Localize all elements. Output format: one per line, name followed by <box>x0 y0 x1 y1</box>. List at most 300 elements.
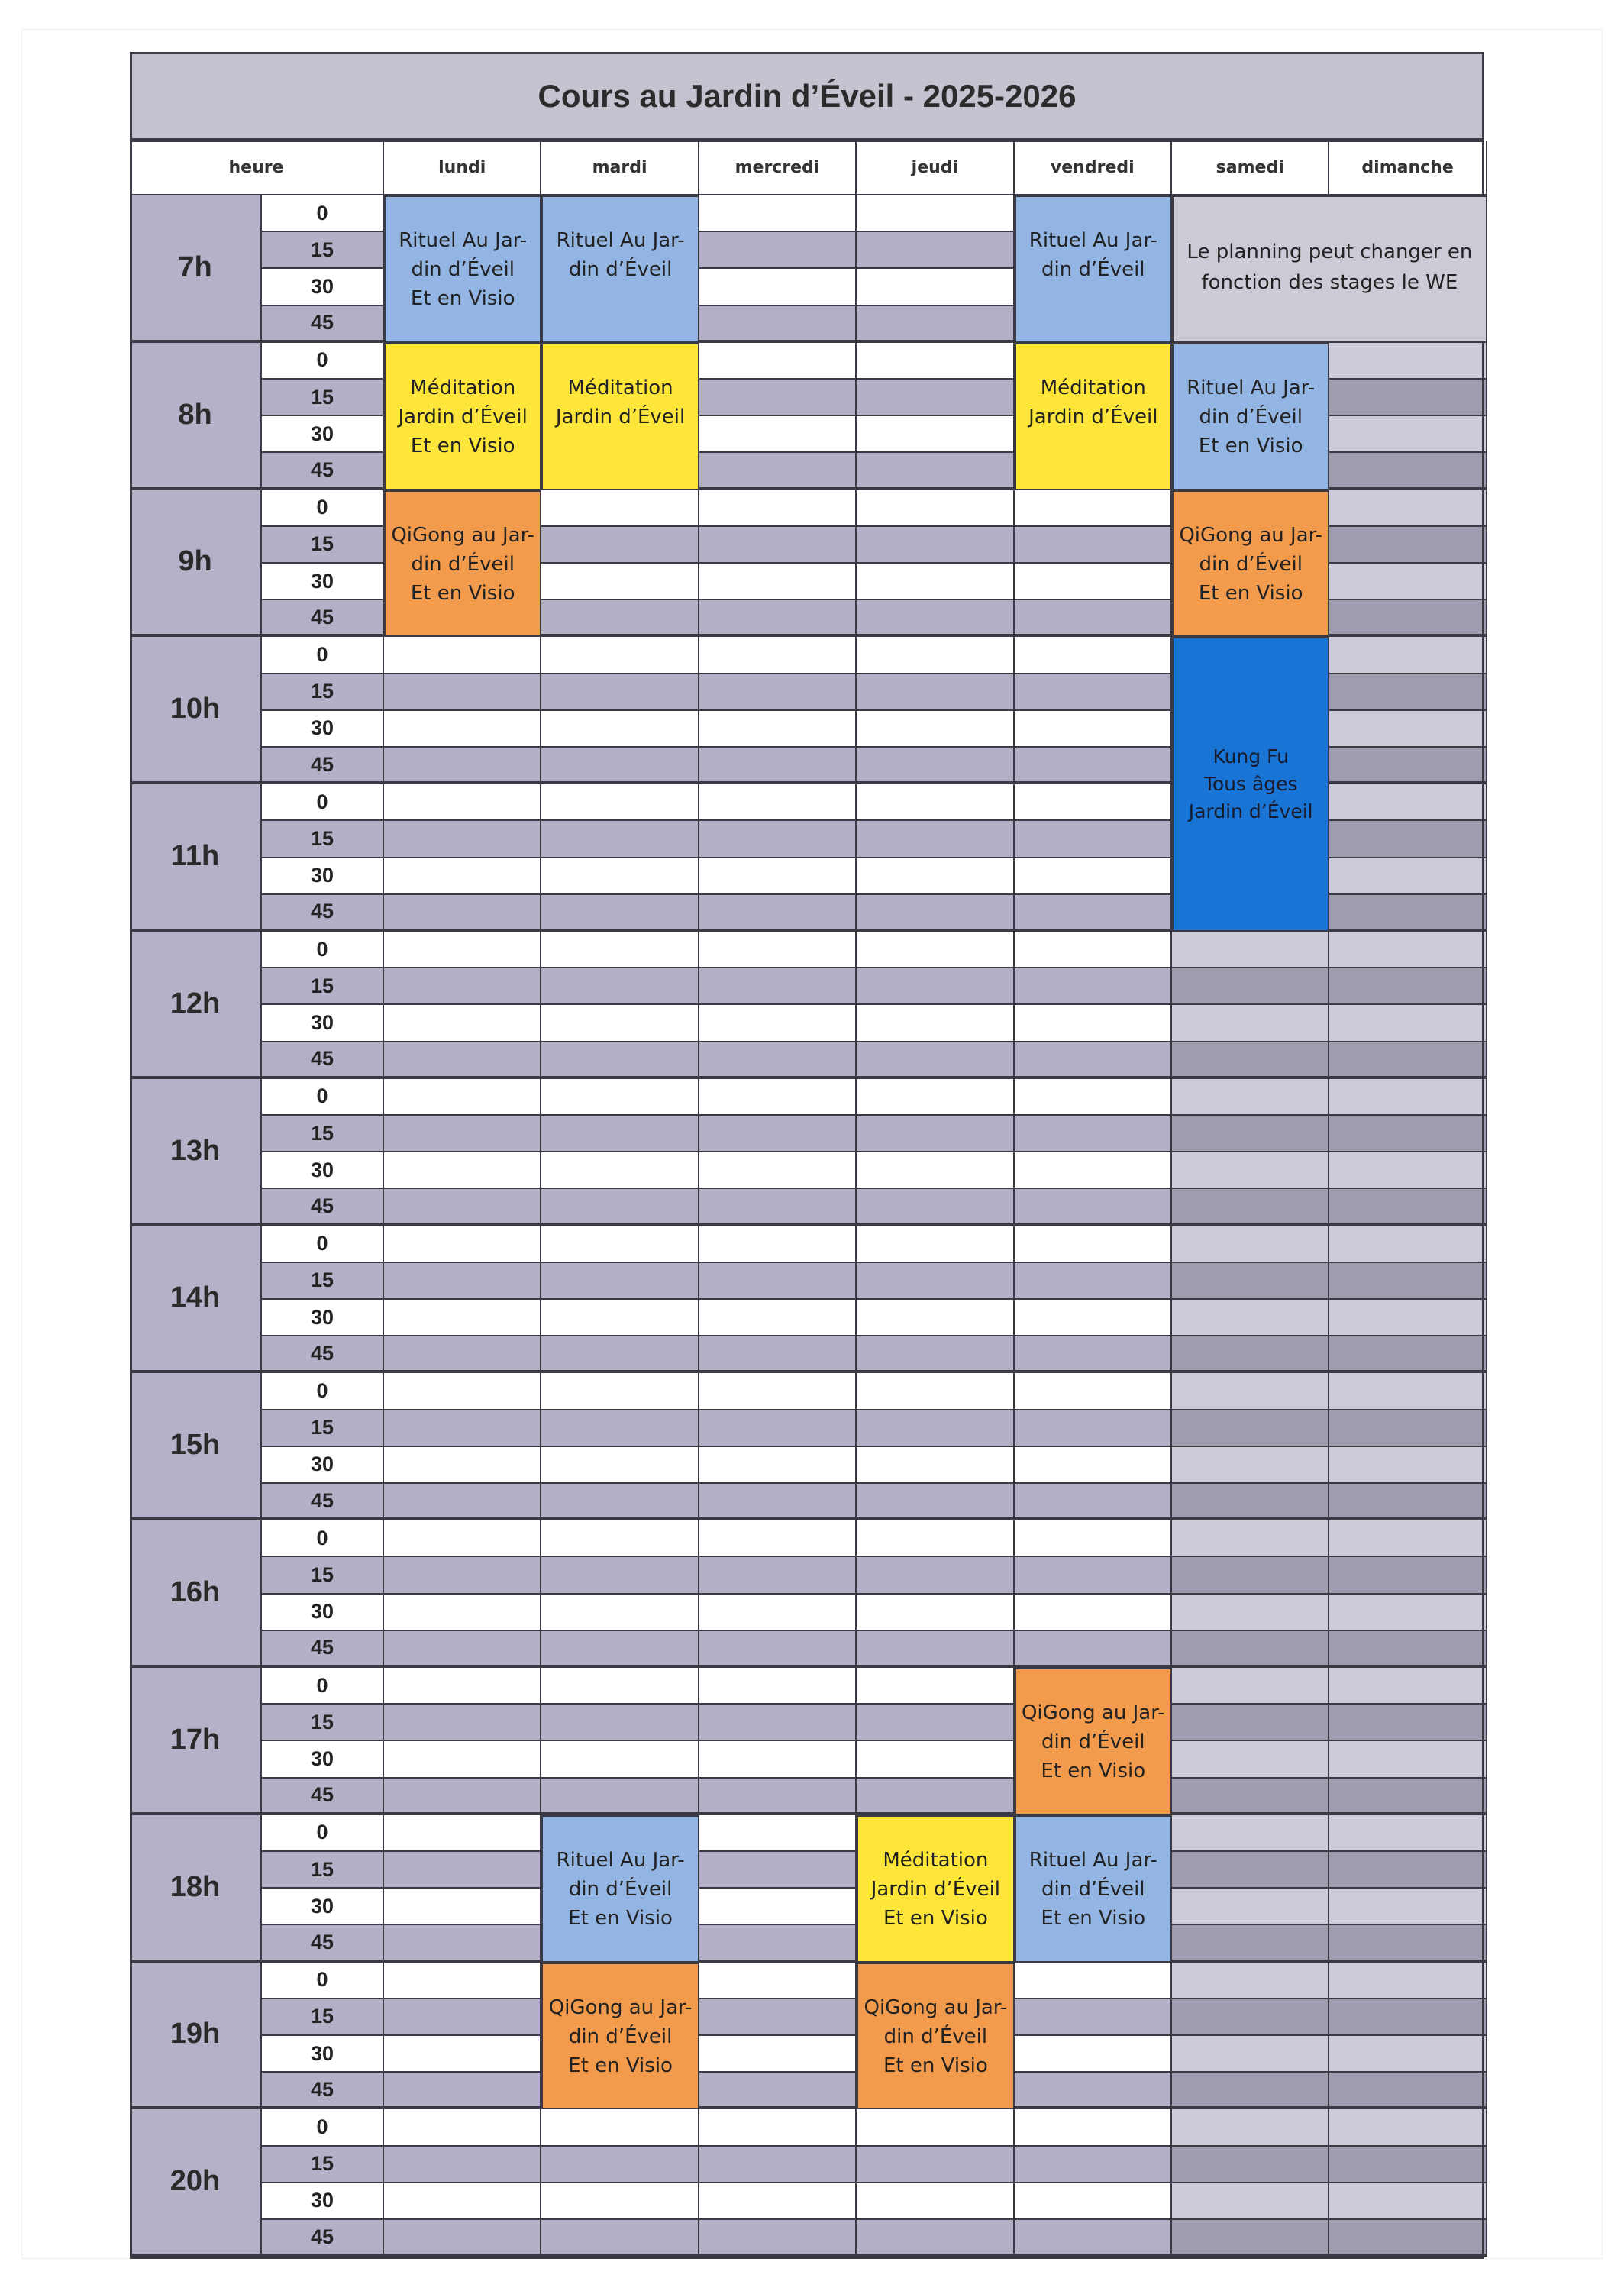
time-slot[interactable] <box>384 674 541 711</box>
time-slot[interactable] <box>541 1042 699 1079</box>
time-slot[interactable] <box>699 1263 857 1300</box>
time-slot[interactable] <box>1329 1889 1487 1925</box>
event-meditation-mardi[interactable] <box>541 343 699 490</box>
time-slot[interactable] <box>384 1705 541 1741</box>
time-slot[interactable] <box>1329 453 1487 490</box>
time-slot[interactable] <box>1329 564 1487 600</box>
time-slot[interactable] <box>699 1889 857 1925</box>
time-slot[interactable] <box>384 968 541 1005</box>
time-slot[interactable] <box>1015 1300 1172 1336</box>
event-rituel-mardi[interactable] <box>541 195 699 343</box>
time-slot[interactable] <box>1015 1447 1172 1484</box>
time-slot[interactable] <box>699 2220 857 2257</box>
time-slot[interactable] <box>699 858 857 895</box>
time-slot[interactable] <box>541 674 699 711</box>
time-slot[interactable] <box>384 1226 541 1263</box>
time-slot[interactable] <box>541 490 699 527</box>
time-slot[interactable] <box>1015 1042 1172 1079</box>
time-slot[interactable] <box>1172 1668 1329 1705</box>
time-slot[interactable] <box>857 932 1014 968</box>
time-slot[interactable] <box>857 269 1014 305</box>
time-slot[interactable] <box>541 1520 699 1557</box>
time-slot[interactable] <box>699 1557 857 1594</box>
time-slot[interactable] <box>699 1779 857 1815</box>
time-slot[interactable] <box>541 637 699 674</box>
event-qigong-jeudi[interactable] <box>857 1963 1014 2110</box>
time-slot[interactable] <box>1015 2147 1172 2183</box>
time-slot[interactable] <box>1015 1484 1172 1520</box>
time-slot[interactable] <box>384 1336 541 1373</box>
time-slot[interactable] <box>1015 1116 1172 1152</box>
time-slot[interactable] <box>699 932 857 968</box>
time-slot[interactable] <box>541 600 699 637</box>
time-slot[interactable] <box>1015 1152 1172 1189</box>
time-slot[interactable] <box>857 416 1014 453</box>
event-qigong-samedi[interactable] <box>1172 490 1329 638</box>
time-slot[interactable] <box>384 1925 541 1962</box>
time-slot[interactable] <box>857 1520 1014 1557</box>
time-slot[interactable] <box>541 784 699 821</box>
time-slot[interactable] <box>1329 1005 1487 1042</box>
time-slot[interactable] <box>384 1595 541 1631</box>
time-slot[interactable] <box>384 1152 541 1189</box>
time-slot[interactable] <box>384 2036 541 2073</box>
time-slot[interactable] <box>857 1079 1014 1116</box>
time-slot[interactable] <box>699 784 857 821</box>
time-slot[interactable] <box>541 1079 699 1116</box>
time-slot[interactable] <box>1172 1410 1329 1447</box>
time-slot[interactable] <box>1015 527 1172 564</box>
time-slot[interactable] <box>857 1300 1014 1336</box>
time-slot[interactable] <box>1172 1484 1329 1520</box>
time-slot[interactable] <box>857 2147 1014 2183</box>
time-slot[interactable] <box>1329 968 1487 1005</box>
time-slot[interactable] <box>857 1557 1014 1594</box>
time-slot[interactable] <box>1172 1779 1329 1815</box>
time-slot[interactable] <box>541 711 699 748</box>
time-slot[interactable] <box>1329 1631 1487 1668</box>
time-slot[interactable] <box>1329 1741 1487 1778</box>
time-slot[interactable] <box>1329 1557 1487 1594</box>
time-slot[interactable] <box>1329 1815 1487 1852</box>
time-slot[interactable] <box>541 1336 699 1373</box>
time-slot[interactable] <box>1329 1152 1487 1189</box>
time-slot[interactable] <box>1172 1889 1329 1925</box>
time-slot[interactable] <box>699 269 857 305</box>
time-slot[interactable] <box>699 1631 857 1668</box>
time-slot[interactable] <box>384 1852 541 1889</box>
time-slot[interactable] <box>1015 1631 1172 1668</box>
time-slot[interactable] <box>541 2109 699 2146</box>
time-slot[interactable] <box>699 1042 857 1079</box>
time-slot[interactable] <box>1015 1999 1172 2036</box>
time-slot[interactable] <box>541 1595 699 1631</box>
time-slot[interactable] <box>857 637 1014 674</box>
time-slot[interactable] <box>1172 1005 1329 1042</box>
time-slot[interactable] <box>699 748 857 784</box>
time-slot[interactable] <box>541 1152 699 1189</box>
time-slot[interactable] <box>1015 711 1172 748</box>
time-slot[interactable] <box>541 1631 699 1668</box>
time-slot[interactable] <box>384 1373 541 1410</box>
time-slot[interactable] <box>1172 1300 1329 1336</box>
time-slot[interactable] <box>699 1116 857 1152</box>
time-slot[interactable] <box>1172 2109 1329 2146</box>
time-slot[interactable] <box>1172 968 1329 1005</box>
time-slot[interactable] <box>384 748 541 784</box>
time-slot[interactable] <box>857 674 1014 711</box>
time-slot[interactable] <box>699 564 857 600</box>
time-slot[interactable] <box>699 2147 857 2183</box>
time-slot[interactable] <box>1015 784 1172 821</box>
time-slot[interactable] <box>857 453 1014 490</box>
time-slot[interactable] <box>857 343 1014 380</box>
time-slot[interactable] <box>1172 1373 1329 1410</box>
time-slot[interactable] <box>1172 932 1329 968</box>
time-slot[interactable] <box>857 1447 1014 1484</box>
time-slot[interactable] <box>1329 1668 1487 1705</box>
time-slot[interactable] <box>384 1963 541 1999</box>
time-slot[interactable] <box>1329 1705 1487 1741</box>
time-slot[interactable] <box>699 637 857 674</box>
time-slot[interactable] <box>1015 858 1172 895</box>
time-slot[interactable] <box>857 2183 1014 2220</box>
time-slot[interactable] <box>1329 674 1487 711</box>
event-rituel-mardi[interactable] <box>541 1815 699 1963</box>
time-slot[interactable] <box>541 1189 699 1226</box>
time-slot[interactable] <box>384 1263 541 1300</box>
time-slot[interactable] <box>384 1999 541 2036</box>
time-slot[interactable] <box>541 1668 699 1705</box>
time-slot[interactable] <box>1172 1925 1329 1962</box>
time-slot[interactable] <box>541 2183 699 2220</box>
time-slot[interactable] <box>1015 1005 1172 1042</box>
time-slot[interactable] <box>1329 1263 1487 1300</box>
time-slot[interactable] <box>1015 564 1172 600</box>
time-slot[interactable] <box>699 380 857 416</box>
time-slot[interactable] <box>1172 1557 1329 1594</box>
time-slot[interactable] <box>1015 1410 1172 1447</box>
time-slot[interactable] <box>1015 2220 1172 2257</box>
time-slot[interactable] <box>1172 1152 1329 1189</box>
time-slot[interactable] <box>1172 1520 1329 1557</box>
time-slot[interactable] <box>1172 2220 1329 2257</box>
time-slot[interactable] <box>857 895 1014 932</box>
time-slot[interactable] <box>857 306 1014 343</box>
time-slot[interactable] <box>1329 2109 1487 2146</box>
time-slot[interactable] <box>1329 1520 1487 1557</box>
time-slot[interactable] <box>384 2073 541 2109</box>
time-slot[interactable] <box>1172 1852 1329 1889</box>
time-slot[interactable] <box>699 1079 857 1116</box>
time-slot[interactable] <box>541 895 699 932</box>
time-slot[interactable] <box>541 1557 699 1594</box>
time-slot[interactable] <box>857 1152 1014 1189</box>
time-slot[interactable] <box>699 306 857 343</box>
time-slot[interactable] <box>1015 600 1172 637</box>
time-slot[interactable] <box>699 1484 857 1520</box>
time-slot[interactable] <box>1172 1741 1329 1778</box>
time-slot[interactable] <box>857 380 1014 416</box>
time-slot[interactable] <box>1015 2109 1172 2146</box>
time-slot[interactable] <box>857 711 1014 748</box>
time-slot[interactable] <box>541 2147 699 2183</box>
time-slot[interactable] <box>541 2220 699 2257</box>
time-slot[interactable] <box>541 1263 699 1300</box>
time-slot[interactable] <box>857 1779 1014 1815</box>
time-slot[interactable] <box>1172 1447 1329 1484</box>
time-slot[interactable] <box>699 1852 857 1889</box>
time-slot[interactable] <box>1329 2183 1487 2220</box>
time-slot[interactable] <box>857 1668 1014 1705</box>
time-slot[interactable] <box>857 1705 1014 1741</box>
time-slot[interactable] <box>857 784 1014 821</box>
event-rituel-vendredi[interactable] <box>1015 1815 1172 1963</box>
time-slot[interactable] <box>699 1963 857 1999</box>
time-slot[interactable] <box>699 343 857 380</box>
time-slot[interactable] <box>384 637 541 674</box>
time-slot[interactable] <box>1172 2147 1329 2183</box>
time-slot[interactable] <box>1329 490 1487 527</box>
time-slot[interactable] <box>1172 1079 1329 1116</box>
time-slot[interactable] <box>857 1410 1014 1447</box>
time-slot[interactable] <box>1329 748 1487 784</box>
time-slot[interactable] <box>1172 2036 1329 2073</box>
time-slot[interactable] <box>1329 600 1487 637</box>
time-slot[interactable] <box>1015 968 1172 1005</box>
time-slot[interactable] <box>857 1263 1014 1300</box>
time-slot[interactable] <box>1015 674 1172 711</box>
event-planning-note-samedi-dimanche[interactable] <box>1172 195 1487 343</box>
time-slot[interactable] <box>1329 1336 1487 1373</box>
time-slot[interactable] <box>1015 637 1172 674</box>
time-slot[interactable] <box>1329 637 1487 674</box>
time-slot[interactable] <box>1015 1263 1172 1300</box>
time-slot[interactable] <box>1015 748 1172 784</box>
time-slot[interactable] <box>1329 1226 1487 1263</box>
time-slot[interactable] <box>699 1226 857 1263</box>
time-slot[interactable] <box>1172 2183 1329 2220</box>
time-slot[interactable] <box>1015 821 1172 858</box>
time-slot[interactable] <box>1329 527 1487 564</box>
time-slot[interactable] <box>384 1300 541 1336</box>
time-slot[interactable] <box>1329 858 1487 895</box>
time-slot[interactable] <box>699 1999 857 2036</box>
time-slot[interactable] <box>541 1373 699 1410</box>
time-slot[interactable] <box>699 1520 857 1557</box>
time-slot[interactable] <box>1172 1631 1329 1668</box>
time-slot[interactable] <box>541 821 699 858</box>
time-slot[interactable] <box>384 1741 541 1778</box>
time-slot[interactable] <box>857 821 1014 858</box>
time-slot[interactable] <box>857 527 1014 564</box>
time-slot[interactable] <box>541 1226 699 1263</box>
time-slot[interactable] <box>384 932 541 968</box>
time-slot[interactable] <box>384 821 541 858</box>
time-slot[interactable] <box>1015 2073 1172 2109</box>
time-slot[interactable] <box>699 195 857 232</box>
time-slot[interactable] <box>857 490 1014 527</box>
time-slot[interactable] <box>541 564 699 600</box>
time-slot[interactable] <box>857 968 1014 1005</box>
time-slot[interactable] <box>541 527 699 564</box>
time-slot[interactable] <box>1329 2220 1487 2257</box>
time-slot[interactable] <box>857 1741 1014 1778</box>
time-slot[interactable] <box>857 600 1014 637</box>
time-slot[interactable] <box>699 1595 857 1631</box>
time-slot[interactable] <box>1329 1410 1487 1447</box>
time-slot[interactable] <box>699 2073 857 2109</box>
time-slot[interactable] <box>1015 932 1172 968</box>
time-slot[interactable] <box>1172 1042 1329 1079</box>
time-slot[interactable] <box>1172 1189 1329 1226</box>
time-slot[interactable] <box>1015 1595 1172 1631</box>
time-slot[interactable] <box>1172 1999 1329 2036</box>
event-rituel-lundi[interactable] <box>384 195 541 343</box>
time-slot[interactable] <box>857 2220 1014 2257</box>
time-slot[interactable] <box>699 416 857 453</box>
event-qigong-mardi[interactable] <box>541 1963 699 2110</box>
time-slot[interactable] <box>1329 932 1487 968</box>
time-slot[interactable] <box>699 232 857 269</box>
time-slot[interactable] <box>384 2220 541 2257</box>
time-slot[interactable] <box>541 1484 699 1520</box>
time-slot[interactable] <box>384 711 541 748</box>
time-slot[interactable] <box>699 1668 857 1705</box>
time-slot[interactable] <box>1329 2073 1487 2109</box>
time-slot[interactable] <box>857 748 1014 784</box>
time-slot[interactable] <box>699 2109 857 2146</box>
time-slot[interactable] <box>699 1741 857 1778</box>
time-slot[interactable] <box>1015 2036 1172 2073</box>
time-slot[interactable] <box>384 2147 541 2183</box>
time-slot[interactable] <box>541 1779 699 1815</box>
time-slot[interactable] <box>857 2109 1014 2146</box>
time-slot[interactable] <box>699 1189 857 1226</box>
time-slot[interactable] <box>699 1815 857 1852</box>
time-slot[interactable] <box>384 1631 541 1668</box>
event-meditation-jeudi[interactable] <box>857 1815 1014 1963</box>
time-slot[interactable] <box>699 821 857 858</box>
time-slot[interactable] <box>384 1484 541 1520</box>
time-slot[interactable] <box>1329 1852 1487 1889</box>
time-slot[interactable] <box>699 2036 857 2073</box>
time-slot[interactable] <box>1329 1079 1487 1116</box>
time-slot[interactable] <box>857 1005 1014 1042</box>
time-slot[interactable] <box>541 1705 699 1741</box>
time-slot[interactable] <box>857 1336 1014 1373</box>
time-slot[interactable] <box>1015 1557 1172 1594</box>
time-slot[interactable] <box>384 784 541 821</box>
time-slot[interactable] <box>1329 1447 1487 1484</box>
time-slot[interactable] <box>384 1079 541 1116</box>
time-slot[interactable] <box>384 1779 541 1815</box>
time-slot[interactable] <box>1172 1116 1329 1152</box>
time-slot[interactable] <box>857 1189 1014 1226</box>
time-slot[interactable] <box>1172 1336 1329 1373</box>
time-slot[interactable] <box>699 2183 857 2220</box>
event-meditation-lundi[interactable] <box>384 343 541 490</box>
time-slot[interactable] <box>1329 1999 1487 2036</box>
time-slot[interactable] <box>1172 1815 1329 1852</box>
time-slot[interactable] <box>1172 1263 1329 1300</box>
time-slot[interactable] <box>699 1373 857 1410</box>
time-slot[interactable] <box>1329 711 1487 748</box>
time-slot[interactable] <box>1329 1484 1487 1520</box>
time-slot[interactable] <box>1329 895 1487 932</box>
time-slot[interactable] <box>1329 1595 1487 1631</box>
time-slot[interactable] <box>699 1336 857 1373</box>
time-slot[interactable] <box>384 1447 541 1484</box>
time-slot[interactable] <box>1172 2073 1329 2109</box>
time-slot[interactable] <box>1172 1595 1329 1631</box>
time-slot[interactable] <box>541 748 699 784</box>
time-slot[interactable] <box>857 1226 1014 1263</box>
time-slot[interactable] <box>1015 490 1172 527</box>
time-slot[interactable] <box>1015 1189 1172 1226</box>
time-slot[interactable] <box>1172 1705 1329 1741</box>
event-meditation-vendredi[interactable] <box>1015 343 1172 490</box>
time-slot[interactable] <box>699 711 857 748</box>
time-slot[interactable] <box>857 1042 1014 1079</box>
event-rituel-vendredi[interactable] <box>1015 195 1172 343</box>
time-slot[interactable] <box>1015 1963 1172 1999</box>
time-slot[interactable] <box>699 1447 857 1484</box>
time-slot[interactable] <box>541 1116 699 1152</box>
time-slot[interactable] <box>1329 416 1487 453</box>
time-slot[interactable] <box>699 1300 857 1336</box>
event-qigong-vendredi[interactable] <box>1015 1668 1172 1815</box>
time-slot[interactable] <box>384 1668 541 1705</box>
time-slot[interactable] <box>1329 784 1487 821</box>
time-slot[interactable] <box>1329 1042 1487 1079</box>
event-rituel-samedi[interactable] <box>1172 343 1329 490</box>
time-slot[interactable] <box>857 1631 1014 1668</box>
time-slot[interactable] <box>699 1005 857 1042</box>
time-slot[interactable] <box>1015 895 1172 932</box>
time-slot[interactable] <box>699 1705 857 1741</box>
time-slot[interactable] <box>857 1595 1014 1631</box>
time-slot[interactable] <box>541 1005 699 1042</box>
time-slot[interactable] <box>1329 2147 1487 2183</box>
time-slot[interactable] <box>384 1042 541 1079</box>
time-slot[interactable] <box>384 1889 541 1925</box>
time-slot[interactable] <box>699 527 857 564</box>
time-slot[interactable] <box>384 1557 541 1594</box>
time-slot[interactable] <box>857 564 1014 600</box>
time-slot[interactable] <box>699 453 857 490</box>
time-slot[interactable] <box>1172 1963 1329 1999</box>
time-slot[interactable] <box>384 1005 541 1042</box>
time-slot[interactable] <box>1329 1116 1487 1152</box>
time-slot[interactable] <box>384 2183 541 2220</box>
time-slot[interactable] <box>699 1925 857 1962</box>
time-slot[interactable] <box>1015 1520 1172 1557</box>
time-slot[interactable] <box>1015 2183 1172 2220</box>
time-slot[interactable] <box>1329 821 1487 858</box>
time-slot[interactable] <box>857 1484 1014 1520</box>
time-slot[interactable] <box>1172 1226 1329 1263</box>
time-slot[interactable] <box>857 195 1014 232</box>
time-slot[interactable] <box>384 1410 541 1447</box>
time-slot[interactable] <box>1015 1079 1172 1116</box>
time-slot[interactable] <box>1329 1925 1487 1962</box>
time-slot[interactable] <box>384 1815 541 1852</box>
time-slot[interactable] <box>857 232 1014 269</box>
time-slot[interactable] <box>699 895 857 932</box>
time-slot[interactable] <box>699 674 857 711</box>
time-slot[interactable] <box>384 1116 541 1152</box>
